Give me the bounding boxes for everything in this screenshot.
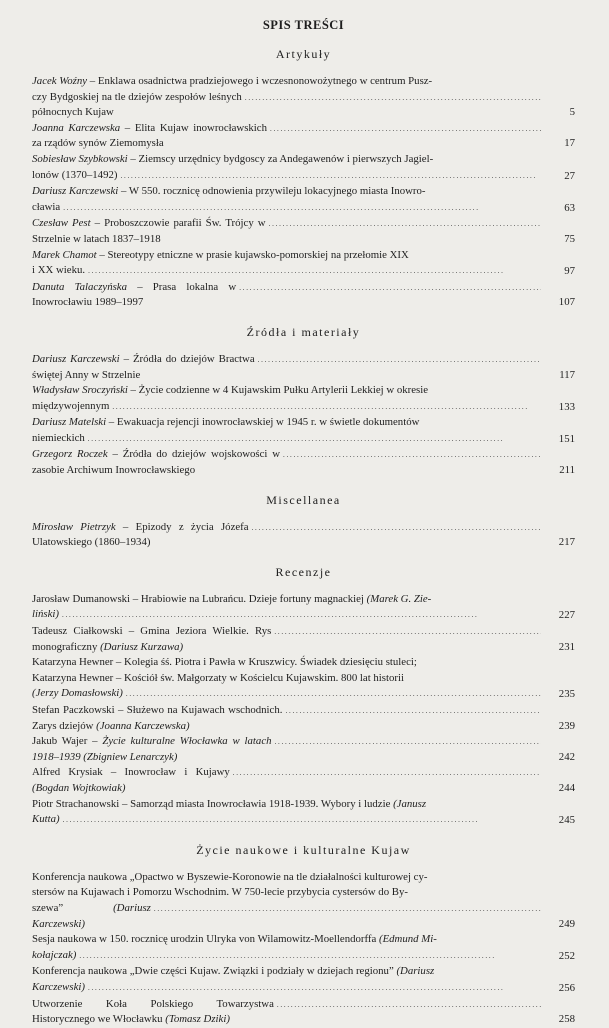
- entry-text: [32, 152, 575, 184]
- entry-author: (Dariusz: [396, 965, 435, 978]
- section-title: Źródła i materiały: [246, 324, 361, 339]
- page-number: 252: [558, 949, 575, 962]
- entry-author: Joanna Karczewska: [32, 121, 121, 134]
- entry-last-text: [32, 263, 85, 279]
- page-number: 133: [558, 400, 575, 413]
- entry-author: (Jerzy Domasłowski): [32, 687, 123, 700]
- entry-line: [32, 415, 541, 431]
- entry-author: (Dariusz Karczewski): [32, 901, 151, 930]
- entry-title-text: cławia: [32, 200, 61, 213]
- dot-leader: [233, 765, 541, 782]
- entry-title-text: lonów (1370–1492): [32, 168, 118, 181]
- entry-author: (Bogdan Wojtkowiak): [32, 781, 126, 794]
- dot-leader: [63, 812, 541, 829]
- entry-line: [32, 447, 541, 478]
- entry-line: [32, 932, 541, 948]
- page-number: 227: [558, 609, 575, 622]
- section-title: Miscellanea: [266, 492, 341, 507]
- entry-text: [32, 74, 575, 121]
- page-number: 231: [558, 640, 575, 653]
- entry-title-text: niemieckich: [32, 431, 85, 444]
- toc-entry[interactable]: [32, 624, 575, 655]
- dot-leader: [88, 431, 541, 448]
- entry-last-text: [32, 948, 76, 964]
- page-number: 245: [558, 814, 575, 827]
- toc-content: [32, 47, 575, 1028]
- entry-last-text: [32, 352, 255, 383]
- entry-title-text: międzywojennym: [32, 399, 110, 412]
- toc-entry[interactable]: [32, 383, 575, 415]
- section-title: Życie naukowe i kulturalne Kujaw: [196, 842, 411, 857]
- entry-last-text: [32, 280, 236, 311]
- entry-line: [32, 948, 541, 965]
- entry-title-text: Alfred Krysiak – Inowrocław i Kujawy: [32, 766, 230, 779]
- dot-leader: [274, 624, 541, 641]
- entry-line: [32, 607, 541, 624]
- entry-author: Dariusz Matelski: [32, 416, 107, 429]
- page-title: SPIS TREŚCI: [262, 18, 345, 32]
- entry-last-text: [32, 703, 282, 734]
- entry-title-text: – Elita Kujaw inowrocławskich za rządów synów Ziemomysła: [32, 121, 268, 150]
- entry-line: [32, 671, 541, 687]
- toc-entry[interactable]: [32, 964, 575, 996]
- entry-text: [32, 797, 575, 829]
- entry-last-text: [32, 168, 117, 184]
- entry-title-text: Katarzyna Hewner – Kolegia śś. Piotra i Pawła w Kruszwicy. Świadek dziesięciu stuleci;: [32, 656, 417, 669]
- page-number: 17: [564, 137, 575, 150]
- entry-line: [32, 200, 541, 217]
- dot-leader: [239, 280, 541, 297]
- toc-entry[interactable]: [32, 797, 575, 829]
- page-number: 75: [564, 232, 575, 245]
- entry-line: [32, 74, 541, 90]
- dot-leader: [275, 734, 541, 751]
- entry-last-text: [32, 624, 271, 655]
- entry-text: [32, 592, 575, 624]
- entry-title-text: – Prasa lokalna w Inowrocławiu 1989–1997: [32, 280, 237, 309]
- entry-text: [32, 184, 575, 216]
- entry-line: [32, 703, 541, 734]
- toc-entry[interactable]: [32, 734, 575, 765]
- entry-last-text: [32, 812, 60, 828]
- toc-entry[interactable]: [32, 184, 575, 216]
- entry-text: [32, 870, 575, 932]
- page-number: 5: [569, 106, 575, 119]
- entry-last-text: [32, 765, 230, 796]
- entry-last-text: [32, 431, 85, 447]
- toc-entry[interactable]: [32, 592, 575, 624]
- entry-line: [32, 686, 541, 703]
- page-number: 244: [558, 781, 575, 794]
- entry-title-text: Jakub Wajer –: [32, 735, 103, 748]
- entry-line: [32, 216, 541, 247]
- page-number: 27: [564, 169, 575, 182]
- entry-line: [32, 263, 541, 280]
- dot-leader: [269, 216, 541, 233]
- entry-last-text: [32, 447, 280, 478]
- entry-last-text: [32, 520, 249, 551]
- entry-title-text: Konferencja naukowa „Opactwo w Byszewie-Koronowie na tle działalności kulturowej cy-: [32, 870, 428, 883]
- entry-text: [32, 280, 575, 311]
- entry-line: [32, 655, 541, 671]
- entry-line: [32, 383, 541, 399]
- entry-title-text: Utworzenie Koła Polskiego Towarzystwa Historycznego we Włocławku: [32, 997, 274, 1026]
- entry-author: Kutta): [32, 813, 60, 826]
- entry-last-text: [32, 90, 242, 121]
- toc-entry[interactable]: [32, 932, 575, 964]
- entry-last-text: [32, 997, 274, 1028]
- entry-line: [32, 352, 541, 383]
- entry-line: [32, 431, 541, 448]
- entry-author: Karczewski): [32, 980, 85, 993]
- toc-entry[interactable]: [32, 152, 575, 184]
- entry-line: [32, 734, 541, 765]
- page-number: 211: [559, 464, 575, 477]
- dot-leader: [245, 90, 541, 107]
- dot-leader: [63, 200, 541, 217]
- entry-line: [32, 248, 541, 264]
- entry-last-text: [32, 980, 85, 996]
- dot-leader: [277, 997, 541, 1014]
- entry-author: (Dariusz Kurzawa): [100, 640, 184, 653]
- entry-line: [32, 901, 541, 932]
- dot-leader: [258, 352, 541, 369]
- toc-entry[interactable]: [32, 447, 575, 478]
- toc-entry[interactable]: [32, 216, 575, 247]
- page-number: 97: [564, 265, 575, 278]
- entry-last-text: [32, 216, 266, 247]
- entry-author: Życie kulturalne Włocławka w latach 1918–1939 (Zbigniew Lenarczyk): [32, 735, 272, 763]
- entry-title-text: Konferencja naukowa „Dwie części Kujaw. Związki i podziały w dziejach regionu”: [32, 965, 397, 978]
- entry-author: Marek Chamot: [32, 248, 97, 261]
- entry-author: Mirosław Pietrzyk: [32, 520, 116, 533]
- entry-line: [32, 885, 541, 901]
- entry-text: [32, 383, 575, 415]
- entry-last-text: [32, 399, 109, 415]
- page-number: 107: [558, 296, 575, 309]
- dot-leader: [112, 399, 541, 416]
- entry-author: Czesław Pest: [32, 217, 91, 230]
- entry-title-text: – Ewakuacja rejencji inowrocławskiej w 1945 r. w świetle dokumentów: [106, 416, 420, 429]
- page-number: 242: [558, 750, 575, 763]
- dot-leader: [283, 447, 541, 464]
- entry-title-text: – Życie codzienne w 4 Kujawskim Pułku Artylerii Lekkiej w okresie: [127, 384, 428, 397]
- dot-leader: [285, 703, 541, 720]
- entry-line: [32, 399, 541, 416]
- entry-author: Dariusz Karczewski: [32, 352, 120, 365]
- entry-last-text: [32, 686, 123, 702]
- entry-line: [32, 280, 541, 311]
- entry-title-text: – Źródła do dziejów wojskowości w zasobie Archiwum Inowrocławskiego: [32, 448, 281, 477]
- page-number: 63: [564, 201, 575, 214]
- entry-last-text: [32, 607, 59, 623]
- entry-title-text: Katarzyna Hewner – Kościół św. Małgorzaty w Kościelcu Kujawskim. 800 lat historii: [32, 671, 405, 684]
- entry-text: [32, 415, 575, 447]
- entry-text: [32, 765, 575, 796]
- toc-entry[interactable]: [32, 997, 575, 1028]
- entry-author: kołajczak): [32, 948, 77, 961]
- entry-author: (Joanna Karczewska): [96, 719, 190, 732]
- entry-text: [32, 216, 575, 247]
- dot-leader: [154, 901, 541, 918]
- entry-title-text: szewa”: [32, 901, 114, 914]
- entry-line: [32, 997, 541, 1028]
- entry-author: Sobiesław Szybkowski: [32, 152, 128, 165]
- page-number: 249: [558, 917, 575, 930]
- page-number: 235: [558, 688, 575, 701]
- entry-line: [32, 870, 541, 886]
- entry-last-text: [32, 901, 151, 932]
- entry-text: [32, 447, 575, 478]
- entry-title-text: Jarosław Dumanowski – Hrabiowie na Lubrańcu. Dzieje fortuny magnackiej: [32, 592, 367, 605]
- toc-entry[interactable]: [32, 121, 575, 152]
- dot-leader: [126, 686, 541, 703]
- entry-text: [32, 703, 575, 734]
- toc-entry[interactable]: [32, 280, 575, 311]
- entry-title-text: – Proboszczowie parafii Św. Trójcy w Strzelnie w latach 1837–1918: [32, 217, 266, 245]
- dot-leader: [88, 980, 541, 997]
- entry-last-text: [32, 121, 267, 152]
- entry-title-text: Piotr Strachanowski – Samorząd miasta Inowrocławia 1918-1939. Wybory i ludzie: [32, 797, 394, 810]
- entry-line: [32, 812, 541, 829]
- entry-title-text: Stefan Paczkowski – Służewo na Kujawach wschodnich. Zarys dziejów: [32, 704, 283, 732]
- entry-text: [32, 964, 575, 996]
- entry-title-text: – Enklawa osadnictwa pradziejowego i wczesnonowożytnego w centrum Pusz-: [87, 75, 433, 87]
- entry-line: [32, 592, 541, 608]
- entry-line: [32, 121, 541, 152]
- entry-title-text: – W 550. rocznicę odnowienia przywileju lokacyjnego miasta Inowro-: [118, 185, 426, 198]
- entry-title-text: – Stereotypy etniczne w prasie kujawsko-pomorskiej na przełomie XIX: [96, 248, 409, 261]
- entry-line: [32, 964, 541, 980]
- page-number: 256: [558, 981, 575, 994]
- toc-entry[interactable]: [32, 765, 575, 796]
- entry-author: (Janusz: [393, 797, 427, 810]
- entry-author: (Edmund Mi-: [378, 933, 437, 946]
- entry-text: [32, 624, 575, 655]
- entry-line: [32, 152, 541, 168]
- entry-author: Grzegorz Roczek: [32, 448, 108, 461]
- toc-entry[interactable]: [32, 703, 575, 734]
- entry-title-text: – Źródła do dziejów Bractwa świętej Anny w Strzelnie: [32, 352, 255, 381]
- dot-leader: [62, 607, 541, 624]
- toc-entry[interactable]: [32, 415, 575, 447]
- entry-text: [32, 352, 575, 383]
- entry-line: [32, 624, 541, 655]
- entry-line: [32, 980, 541, 997]
- entry-line: [32, 90, 541, 121]
- entry-author: (Marek G. Zie-: [366, 592, 432, 605]
- entry-title-text: Sesja naukowa w 150. rocznicę urodzin Ulryka von Wilamowitz-Moellendorffa: [32, 933, 379, 946]
- entry-last-text: [32, 734, 272, 765]
- entry-title-text: stersów na Kujawach i Pomorzu Wschodnim. W 750-lecie przybycia cystersów do By-: [32, 886, 409, 899]
- entry-text: [32, 734, 575, 765]
- entry-line: [32, 797, 541, 813]
- entry-title-text: czy Bydgoskiej na tle dziejów zespołów leśnych północnych Kujaw: [32, 90, 242, 119]
- entry-line: [32, 184, 541, 200]
- dot-leader: [252, 520, 541, 537]
- entry-last-text: [32, 200, 60, 216]
- toc-entry[interactable]: [32, 74, 575, 121]
- toc-entry[interactable]: [32, 870, 575, 932]
- toc-entry[interactable]: [32, 352, 575, 383]
- entry-author: (Tomasz Dziki): [165, 1013, 230, 1026]
- entry-author: liński): [32, 608, 59, 621]
- page-number: 258: [558, 1013, 575, 1026]
- entry-title-text: i XX wieku.: [32, 264, 86, 277]
- section-title: Artykuły: [275, 47, 332, 61]
- page-number: 239: [558, 719, 575, 732]
- entry-text: [32, 997, 575, 1028]
- dot-leader: [120, 168, 541, 185]
- entry-text: [32, 655, 575, 703]
- page-number: 151: [558, 432, 575, 445]
- toc-entry[interactable]: [32, 655, 575, 703]
- entry-text: [32, 248, 575, 280]
- entry-line: [32, 765, 541, 796]
- entry-author: Danuta Talaczyńska: [32, 280, 127, 293]
- entry-title-text: – Epizody z życia Józefa Ulatowskiego (1860–1934): [32, 520, 249, 549]
- page-number: 217: [558, 536, 575, 549]
- entry-author: Jacek Woźny: [32, 75, 88, 87]
- dot-leader: [270, 121, 541, 138]
- entry-line: [32, 520, 541, 551]
- entry-title-text: – Ziemscy urzędnicy bydgoscy za Andegawenów i pierwszych Jagiel-: [127, 152, 434, 165]
- toc-entry[interactable]: [32, 248, 575, 280]
- dot-leader: [88, 263, 541, 280]
- entry-author: Dariusz Karczewski: [32, 185, 119, 198]
- entry-text: [32, 121, 575, 152]
- entry-author: Władysław Sroczyński: [32, 384, 128, 397]
- entry-line: [32, 168, 541, 185]
- dot-leader: [79, 948, 541, 965]
- entry-title-text: Tadeusz Ciałkowski – Gmina Jeziora Wielkie. Rys monograficzny: [32, 625, 272, 653]
- page-number: 117: [559, 368, 575, 381]
- section-title: Recenzje: [275, 564, 332, 579]
- entry-text: [32, 520, 575, 551]
- toc-entry[interactable]: [32, 520, 575, 551]
- entry-text: [32, 932, 575, 964]
